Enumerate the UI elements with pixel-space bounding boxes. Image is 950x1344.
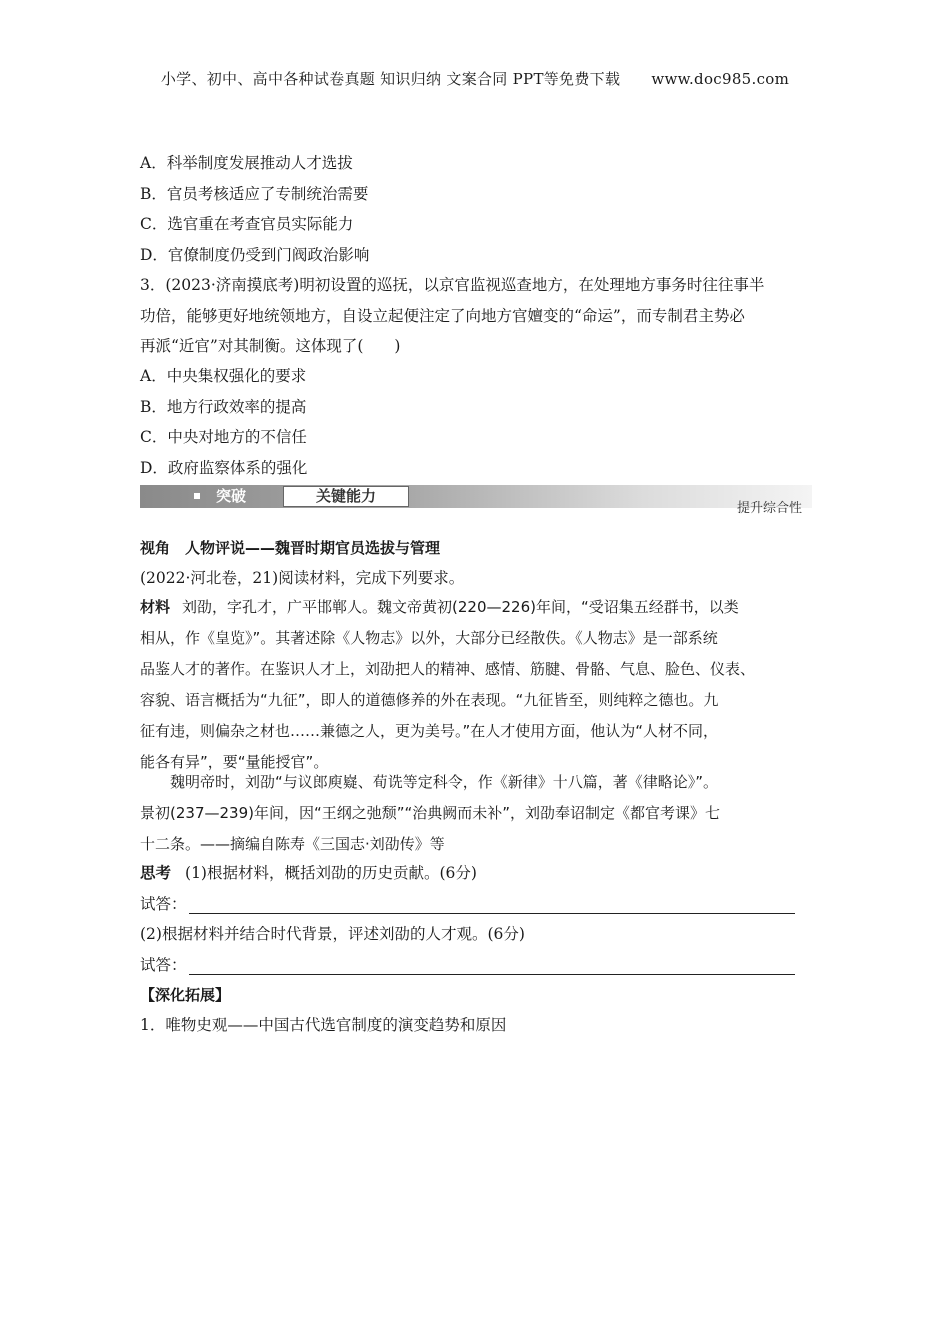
q2-option-c: C．选官重在考查官员实际能力 xyxy=(140,215,354,233)
q3-stem-line1: 3．(2023·济南摸底考)明初设置的巡抚，以京官监视巡查地方，在处理地方事务时往往事半 xyxy=(140,276,765,294)
header-text: 小学、初中、高中各种试卷真题 知识归纳 文案合同 PPT等免费下载 xyxy=(160,70,621,88)
banner-subtitle: 提升综合性 xyxy=(736,501,802,516)
answer-blank-2[interactable] xyxy=(189,958,795,975)
q3-option-c: C．中央对地方的不信任 xyxy=(140,428,307,446)
q2-option-a: A．科举制度发展推动人才选拔 xyxy=(140,154,353,172)
material-label: 材料 xyxy=(140,598,171,616)
q2-option-b: B．官员考核适应了专制统治需要 xyxy=(140,185,369,203)
banner-tag-breakthrough: 突破 xyxy=(140,485,283,508)
banner-tag-key-ability: 关键能力 xyxy=(283,486,409,507)
think-question-1: 思考 (1)根据材料，概括刘劭的历史贡献。(6分) xyxy=(140,864,477,882)
section-title: 视角 人物评说——魏晋时期官员选拔与管理 xyxy=(140,539,441,557)
q3-option-d: D．政府监察体系的强化 xyxy=(140,459,308,477)
extend-title: 【深化拓展】 xyxy=(140,986,231,1004)
material-paragraph: 材料 刘劭，字孔才，广平邯郸人。魏文帝黄初(220—226)年间，“受诏集五经群书，以类 相从，作《皇览》”。其著述除《人物志》以外，大部分已经散佚。《人物志》是一部系统 品鉴人才的著作。在鉴识人才上，刘劭把人的精神、感情、筋腱、骨骼、气息、脸色、仪表、 容貌、语言概括为“九征”，即人的道德修养的外在表现。“九征皆至，则纯粹之德也。九 征有违，则偏杂之材也……兼德之人，更为美号。”在人才使用方面，他认为“人材不同， 能各有异”，要“量能授官”。 xyxy=(140,598,756,771)
think-question-2: (2)根据材料并结合时代背景，评述刘劭的人才观。(6分) xyxy=(140,925,525,943)
answer-blank-1[interactable] xyxy=(189,897,795,914)
q2-option-d: D．官僚制度仍受到门阀政治影响 xyxy=(140,246,370,264)
q3-stem-line2: 功倍，能够更好地统领地方，自设立起便注定了向地方官嬗变的“命运”，而专制君主势必 xyxy=(140,307,745,325)
answer-row-1: 试答： xyxy=(140,892,795,914)
square-bullet-icon xyxy=(194,493,200,499)
answer-row-2: 试答： xyxy=(140,953,795,975)
material-paragraph-2: 魏明帝时，刘劭“与议郎庾嶷、荀诜等定科令，作《新律》十八篇，著《律略论》”。 景初(237—239)年间，因“王纲之弛颓”“治典阙而未补”，刘劭奉诏制定《都官考课》七 十二条。——摘编自陈寿《三国志·刘劭传》等 xyxy=(140,773,721,853)
extend-item-1: 1．唯物史观——中国古代选官制度的演变趋势和原因 xyxy=(140,1016,507,1034)
q3-option-b: B．地方行政效率的提高 xyxy=(140,398,307,416)
page-header xyxy=(0,68,950,89)
section-source: (2022·河北卷，21)阅读材料，完成下列要求。 xyxy=(140,569,465,587)
header-url[interactable]: www.doc985.com xyxy=(651,70,790,88)
q3-option-a: A．中央集权强化的要求 xyxy=(140,367,307,385)
section-banner xyxy=(140,485,812,521)
q3-stem-line3: 再派“近官”对其制衡。这体现了( ) xyxy=(140,337,401,355)
